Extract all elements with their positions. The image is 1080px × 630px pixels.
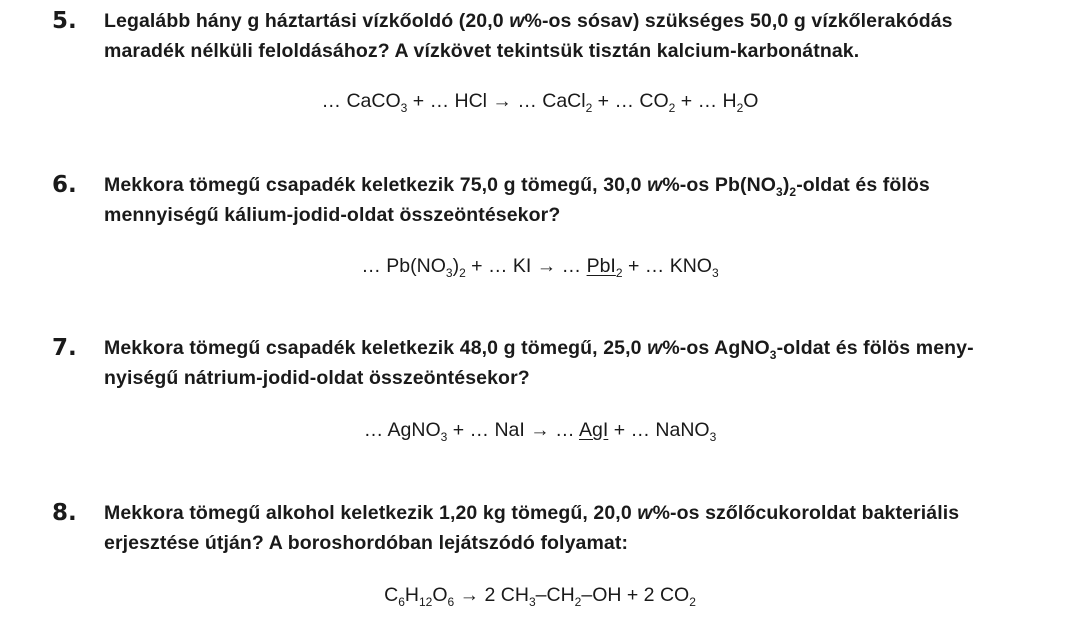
- problem-number: 6.: [52, 172, 77, 198]
- problem-number: 7.: [52, 335, 77, 361]
- equation-6: … $Pb(NO_3)_2$ + … KI → … PbI$_2$ + … $KNO_3$: [361, 255, 719, 280]
- problem-number: 5.: [52, 8, 77, 34]
- equation-7: … AgNO$_3$ + … NaI → … AgI + … NaNO$_3$: [363, 419, 717, 444]
- question-text: Mekkora tömegű csapadék keletkezik 48,0 g tömegű, 25,0 w%-os AgNO$_3$-oldat és fölös meny- nyiségű nátrium-jodid-oldat összeöntésekor?: [104, 337, 974, 389]
- problem-7: [52, 333, 1052, 393]
- equation-5: … CaCO$_3$ + … HCl → … CaCl$_2$ + … $CO_2$ + … $H_2O$: [321, 90, 759, 115]
- question-text: Legalább hány g háztartási vízkőoldó (20,0 w%-os sósav) szükséges 50,0 g vízkőlerakódás maradék nélküli feloldásához? A vízkövet tekintsük tisztán kalcium-karbonátnak.: [104, 10, 953, 62]
- question-text: Mekkora tömegű csapadék keletkezik 75,0 g tömegű, 30,0 w%-os $Pb(NO_3)_2$-oldat és fölös mennyiségű kálium-jodid-oldat összeöntésekor?: [104, 174, 930, 226]
- problem-8: [52, 498, 1052, 558]
- problem-5: [52, 6, 1052, 66]
- question-text: Mekkora tömegű alkohol keletkezik 1,20 kg tömegű, 20,0 w%-os szőlőcukoroldat bakteriális erjesztése útján? A boroshordóban lejátszódó folyamat:: [104, 502, 960, 554]
- problem-6: [52, 170, 1052, 230]
- equation-8: $C_6H_{12}O_6 \to 2$ $CH_3-CH_2-OH + 2$ $CO_2$: [384, 584, 696, 609]
- problem-number: 8.: [52, 500, 77, 526]
